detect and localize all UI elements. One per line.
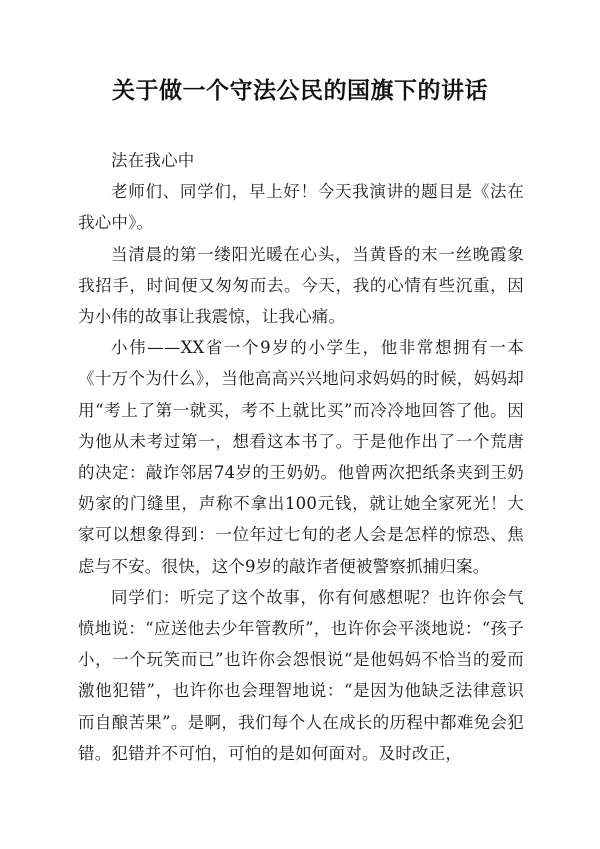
paragraph: 法在我心中 [111, 151, 195, 170]
document-body [78, 145, 524, 769]
paragraph: 老师们、同学们，早上好！今天我演讲的题目是《法在我心中》。 [78, 182, 524, 233]
document-title: 关于做一个守法公民的国旗下的讲话 [112, 77, 488, 104]
paragraph: 小伟——XX省一个9岁的小学生，他非常想拥有一本《十万个为什么》，当他高高兴兴地问求妈妈的时候，妈妈却用“考上了第一就买，考不上就比买”而冷冷地回答了他。因为他从未考过第一，想看这本书了。于是他作出了一个荒唐的决定：敲诈邻居74岁的王奶奶。他曾两次把纸条夹到王奶奶家的门缝里，声称不拿出100元钱，就让她全家死光！大家可以想象得到：一位年过七旬的老人会是怎样的惊恐、焦虑与不安。很快，这个9岁的敲诈者便被警察抓捕归案。 [78, 338, 524, 576]
paragraph: 同学们：听完了这个故事，你有何感想呢？也许你会气愤地说：“应送他去少年管教所”，也许你会平淡地说：“孩子小，一个玩笑而已”也许你会怨恨说“是他妈妈不恰当的爱而激他犯错”，也许你也会理智地说：“是因为他缺乏法律意识而自酿苦果”。是啊，我们每个人在成长的历程中都难免会犯错。犯错并不可怕，可怕的是如何面对。及时改正， [78, 587, 524, 763]
paragraph: 当清晨的第一缕阳光暖在心头，当黄昏的末一丝晚霞象我招手，时间便又匆匆而去。今天，我的心情有些沉重，因为小伟的故事让我震惊，让我心痛。 [78, 244, 524, 327]
